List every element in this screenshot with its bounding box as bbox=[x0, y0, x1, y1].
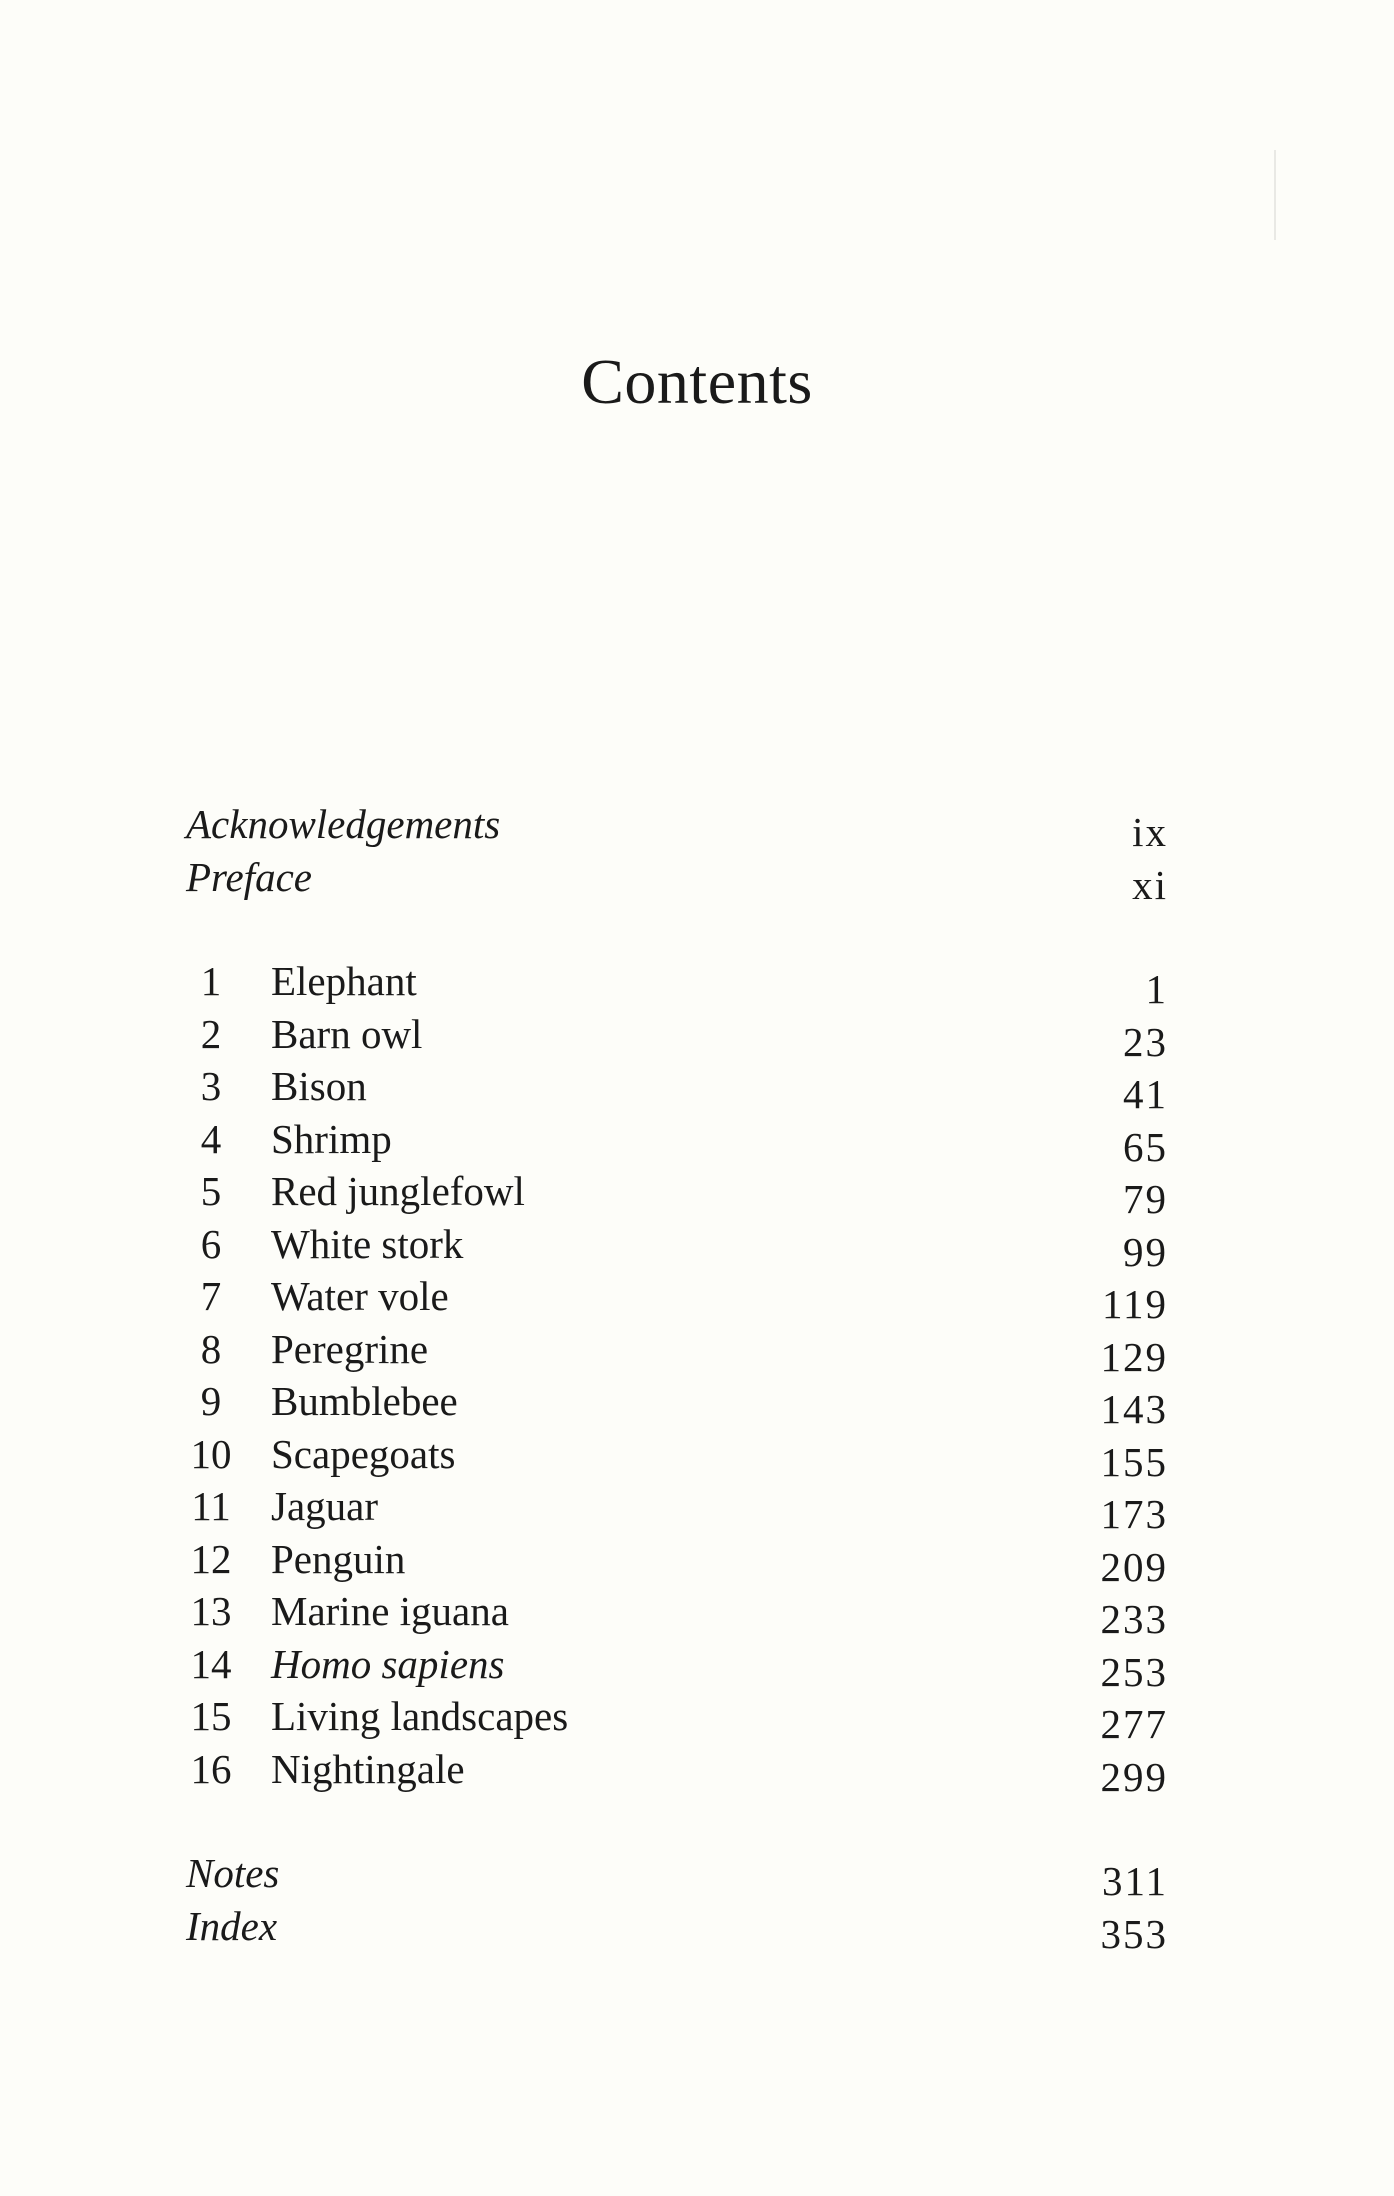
chapter-number: 12 bbox=[190, 1535, 232, 1582]
chapter-number: 15 bbox=[190, 1693, 232, 1739]
entry-title: Barn owl bbox=[271, 1010, 423, 1057]
entry-page-number: xi bbox=[1132, 861, 1168, 908]
entry-page-number: 119 bbox=[1102, 1281, 1168, 1327]
chapter-number: 14 bbox=[190, 1640, 232, 1687]
toc-entry-chapter bbox=[186, 955, 1168, 1012]
chapter-number: 7 bbox=[200, 1273, 222, 1319]
entry-page-number: 129 bbox=[1100, 1333, 1168, 1380]
toc-entry-acknowledgements bbox=[186, 798, 1168, 855]
toc-entry-chapter bbox=[186, 1743, 1168, 1800]
entry-title: Living landscapes bbox=[271, 1693, 569, 1739]
entry-page-number: 311 bbox=[1102, 1858, 1168, 1904]
toc-entry-index bbox=[186, 1900, 1168, 1957]
entry-page-number: 79 bbox=[1123, 1176, 1168, 1222]
chapter-number: 3 bbox=[200, 1063, 222, 1109]
entry-title: Penguin bbox=[271, 1535, 406, 1582]
entry-title: Index bbox=[186, 1902, 278, 1949]
chapter-number: 11 bbox=[191, 1483, 231, 1529]
entry-title: Water vole bbox=[271, 1273, 449, 1319]
chapter-number: 16 bbox=[190, 1745, 232, 1792]
toc-entry-chapter bbox=[186, 1638, 1168, 1695]
toc-entry-chapter bbox=[186, 1375, 1168, 1432]
page-title: Contents bbox=[581, 346, 813, 417]
chapter-number: 10 bbox=[190, 1430, 232, 1477]
entry-title: Notes bbox=[186, 1850, 280, 1896]
chapter-number: 5 bbox=[200, 1168, 222, 1214]
entry-page-number: 253 bbox=[1100, 1648, 1168, 1695]
toc-entry-chapter bbox=[186, 1113, 1168, 1170]
entry-title: Peregrine bbox=[271, 1325, 429, 1372]
chapter-number: 13 bbox=[190, 1588, 232, 1634]
entry-title: White stork bbox=[271, 1220, 464, 1267]
toc-entry-chapter bbox=[186, 1428, 1168, 1485]
entry-title: Red junglefowl bbox=[271, 1168, 525, 1214]
entry-page-number: 41 bbox=[1123, 1071, 1168, 1117]
entry-title: Elephant bbox=[271, 958, 417, 1004]
entry-page-number: ix bbox=[1132, 809, 1168, 855]
entry-page-number: 155 bbox=[1100, 1438, 1168, 1485]
entry-page-number: 209 bbox=[1100, 1543, 1168, 1590]
toc-entry-chapter bbox=[186, 1008, 1168, 1065]
entry-title: Jaguar bbox=[271, 1483, 379, 1529]
entry-title: Preface bbox=[186, 853, 312, 900]
toc-entry-chapter bbox=[186, 1323, 1168, 1380]
entry-page-number: 353 bbox=[1100, 1910, 1168, 1957]
scan-artifact bbox=[1274, 150, 1276, 240]
toc-entry-notes bbox=[186, 1847, 1168, 1904]
entry-title: Bumblebee bbox=[271, 1378, 458, 1424]
entry-title: Scapegoats bbox=[271, 1430, 456, 1477]
entry-page-number: 173 bbox=[1100, 1491, 1168, 1537]
entry-title: Nightingale bbox=[271, 1745, 465, 1792]
chapter-number: 8 bbox=[200, 1325, 222, 1372]
toc-entry-chapter bbox=[186, 1165, 1168, 1222]
entry-page-number: 1 bbox=[1145, 966, 1168, 1012]
section-spacer bbox=[186, 903, 1168, 955]
chapter-number: 2 bbox=[200, 1010, 222, 1057]
toc-entry-chapter bbox=[186, 1218, 1168, 1275]
entry-title: Acknowledgements bbox=[186, 801, 501, 847]
entry-page-number: 277 bbox=[1100, 1701, 1168, 1747]
entry-title: Shrimp bbox=[271, 1115, 392, 1162]
chapter-number: 9 bbox=[200, 1378, 222, 1424]
toc-entry-preface bbox=[186, 851, 1168, 908]
entry-title: Marine iguana bbox=[271, 1588, 509, 1634]
toc-entry-chapter bbox=[186, 1480, 1168, 1537]
entry-page-number: 143 bbox=[1100, 1386, 1168, 1432]
toc-entry-chapter bbox=[186, 1585, 1168, 1642]
entry-page-number: 233 bbox=[1100, 1596, 1168, 1642]
chapter-number: 6 bbox=[200, 1220, 222, 1267]
table-of-contents bbox=[186, 798, 1168, 1957]
chapter-number: 4 bbox=[200, 1115, 222, 1162]
entry-page-number: 23 bbox=[1123, 1018, 1168, 1065]
entry-title: Bison bbox=[271, 1063, 367, 1109]
entry-title: Homo sapiens bbox=[271, 1640, 505, 1687]
toc-entry-chapter bbox=[186, 1270, 1168, 1327]
entry-page-number: 65 bbox=[1123, 1123, 1168, 1170]
toc-entry-chapter bbox=[186, 1060, 1168, 1117]
entry-page-number: 299 bbox=[1100, 1753, 1168, 1800]
entry-page-number: 99 bbox=[1123, 1228, 1168, 1275]
section-spacer bbox=[186, 1795, 1168, 1847]
chapter-number: 1 bbox=[200, 958, 222, 1004]
toc-entry-chapter bbox=[186, 1690, 1168, 1747]
toc-entry-chapter bbox=[186, 1533, 1168, 1590]
